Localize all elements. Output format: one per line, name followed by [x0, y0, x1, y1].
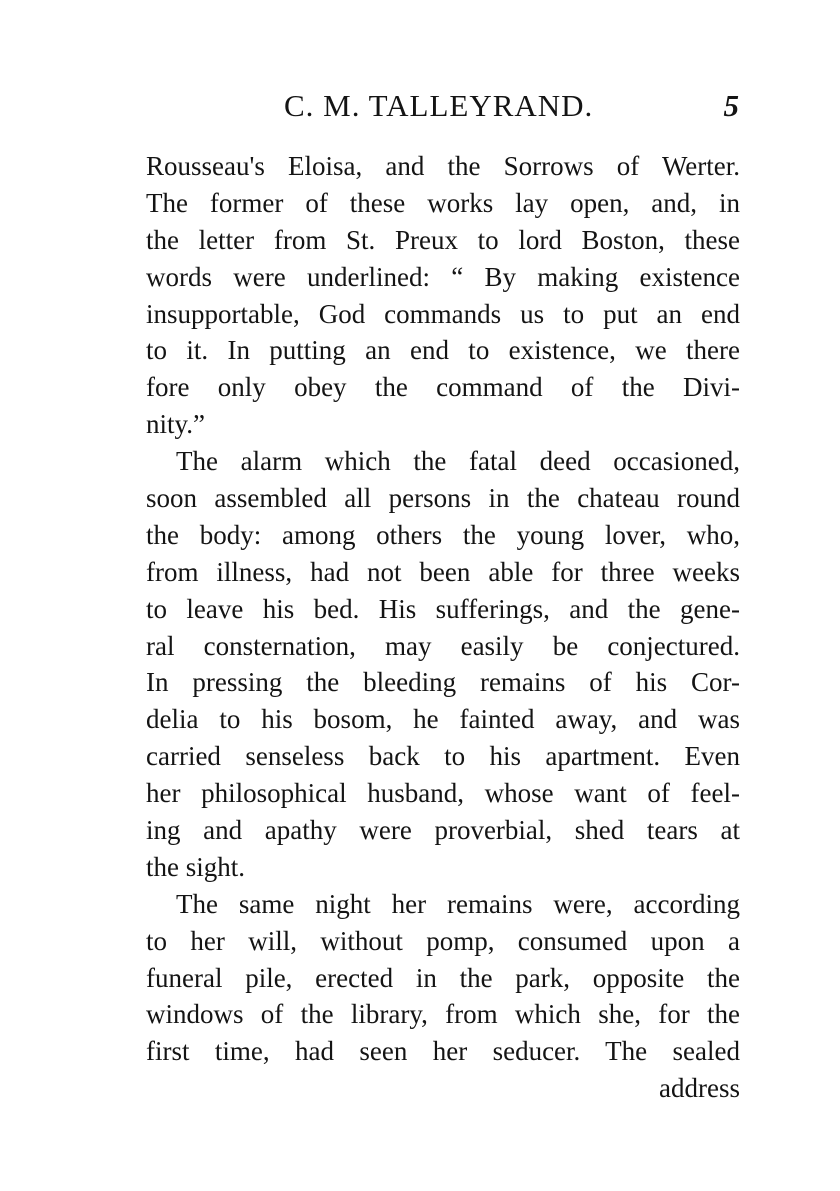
text-line: ing and apathy were proverbial, shed tears at	[146, 815, 740, 846]
text-line: to leave his bed. His sufferings, and the gene-	[146, 593, 740, 624]
text-line: windows of the library, from which she, for the	[146, 999, 740, 1030]
text-line: funeral pile, erected in the park, opposite the	[146, 962, 740, 993]
text-line: fore only obey the command of the Divi-	[146, 372, 740, 403]
text-line: ral consternation, may easily be conjectured.	[146, 630, 740, 661]
running-header	[146, 88, 740, 132]
text-line: from illness, had not been able for three weeks	[146, 556, 740, 587]
paragraph-start-line: The alarm which the fatal deed occasioned,	[176, 446, 740, 477]
text-line: carried senseless back to his apartment. Even	[146, 741, 740, 772]
page-number: 5	[723, 88, 740, 123]
text-line: the sight.	[146, 851, 245, 882]
text-line: The former of these works lay open, and, in	[146, 187, 740, 218]
text-line: the letter from St. Preux to lord Boston, these	[146, 224, 740, 255]
text-line: Rousseau's Eloisa, and the Sorrows of Werter.	[146, 151, 740, 181]
text-line: nity.”	[146, 409, 205, 440]
body-text	[146, 148, 740, 1107]
catchword: address	[659, 1073, 740, 1104]
text-line: delia to his bosom, he fainted away, and was	[146, 704, 740, 735]
text-line: to it. In putting an end to existence, we there	[146, 335, 740, 366]
text-line: In pressing the bleeding remains of his Cor-	[146, 667, 740, 698]
text-line: the body: among others the young lover, who,	[146, 519, 740, 550]
text-line: soon assembled all persons in the chateau round	[146, 483, 740, 514]
text-line: words were underlined: “ By making existence	[146, 261, 740, 292]
paragraph-start-line: The same night her remains were, according	[176, 888, 740, 919]
text-line: first time, had seen her seducer. The sealed	[146, 1036, 740, 1067]
text-line: insupportable, God commands us to put an end	[146, 298, 740, 329]
text-line: her philosophical husband, whose want of feel-	[146, 778, 740, 809]
text-line: to her will, without pomp, consumed upon a	[146, 925, 740, 956]
running-title: C. M. TALLEYRAND.	[284, 88, 594, 123]
